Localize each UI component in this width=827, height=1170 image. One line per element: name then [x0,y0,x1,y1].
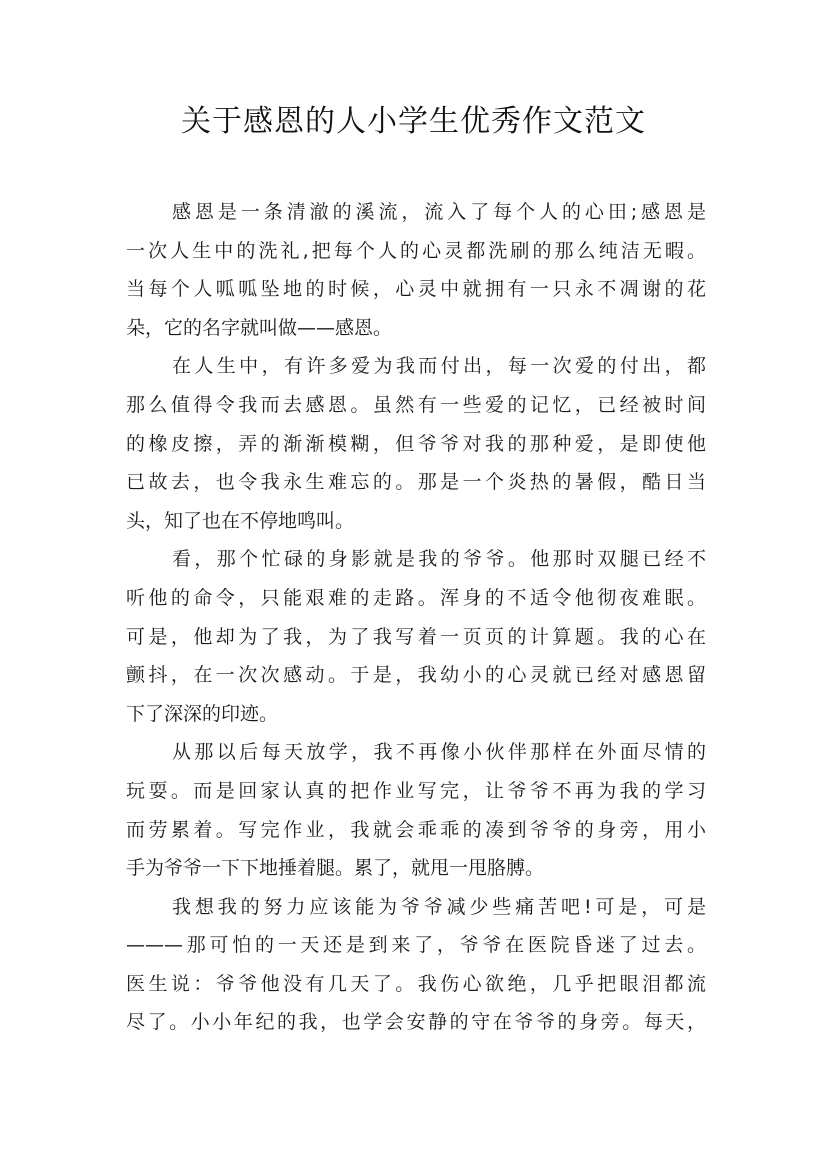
text-line: 一次人生中的洗礼,把每个人的心灵都洗刷的那么纯洁无暇。 [126,239,706,262]
text-line: ———那可怕的一天还是到来了，爷爷在医院昏迷了过去。 [126,934,706,957]
document-title: 关于感恩的人小学生优秀作文范文 [181,104,646,139]
text-line: 尽了。小小年纪的我，也学会安静的守在爷爷的身旁。每天， [126,1011,706,1034]
text-line: 颤抖，在一次次感动。于是，我幼小的心灵就已经对感恩留 [126,664,706,687]
text-line: 可是，他却为了我，为了我写着一页页的计算题。我的心在 [126,625,706,648]
text-line: 感恩是一条清澈的溪流，流入了每个人的心田;感恩是 [172,201,706,223]
text-line: 当每个人呱呱坠地的时候，心灵中就拥有一只永不凋谢的花 [126,278,706,301]
text-line: 而劳累着。写完作业，我就会乖乖的凑到爷爷的身旁，用小 [126,818,706,841]
text-line: 医生说：爷爷他没有几天了。我伤心欲绝，几乎把眼泪都流 [126,972,706,995]
text-line: 朵，它的名字就叫做——感恩。 [126,316,393,339]
text-line: 看，那个忙碌的身影就是我的爷爷。他那时双腿已经不 [172,548,706,571]
text-line: 听他的命令，只能艰难的走路。浑身的不适令他彻夜难眠。 [126,586,706,609]
text-line: 的橡皮擦，弄的渐渐模糊，但爷爷对我的那种爱，是即使他 [126,432,706,455]
text-line: 头，知了也在不停地鸣叫。 [126,509,355,532]
text-line: 我想我的努力应该能为爷爷减少些痛苦吧!可是，可是 [172,895,706,918]
document-body [126,193,706,1042]
text-line: 玩耍。而是回家认真的把作业写完，让爷爷不再为我的学习 [126,779,706,802]
text-line: 在人生中，有许多爱为我而付出，每一次爱的付出，都 [172,355,706,378]
text-line: 那么值得令我而去感恩。虽然有一些爱的记忆，已经被时间 [126,393,706,416]
text-line: 手为爷爷一下下地捶着腿。累了，就甩一甩胳膊。 [126,857,545,880]
text-line: 已故去，也令我永生难忘的。那是一个炎热的暑假，酷日当 [126,471,706,494]
text-line: 从那以后每天放学，我不再像小伙伴那样在外面尽情的 [172,741,706,764]
text-line: 下了深深的印迹。 [126,702,279,725]
